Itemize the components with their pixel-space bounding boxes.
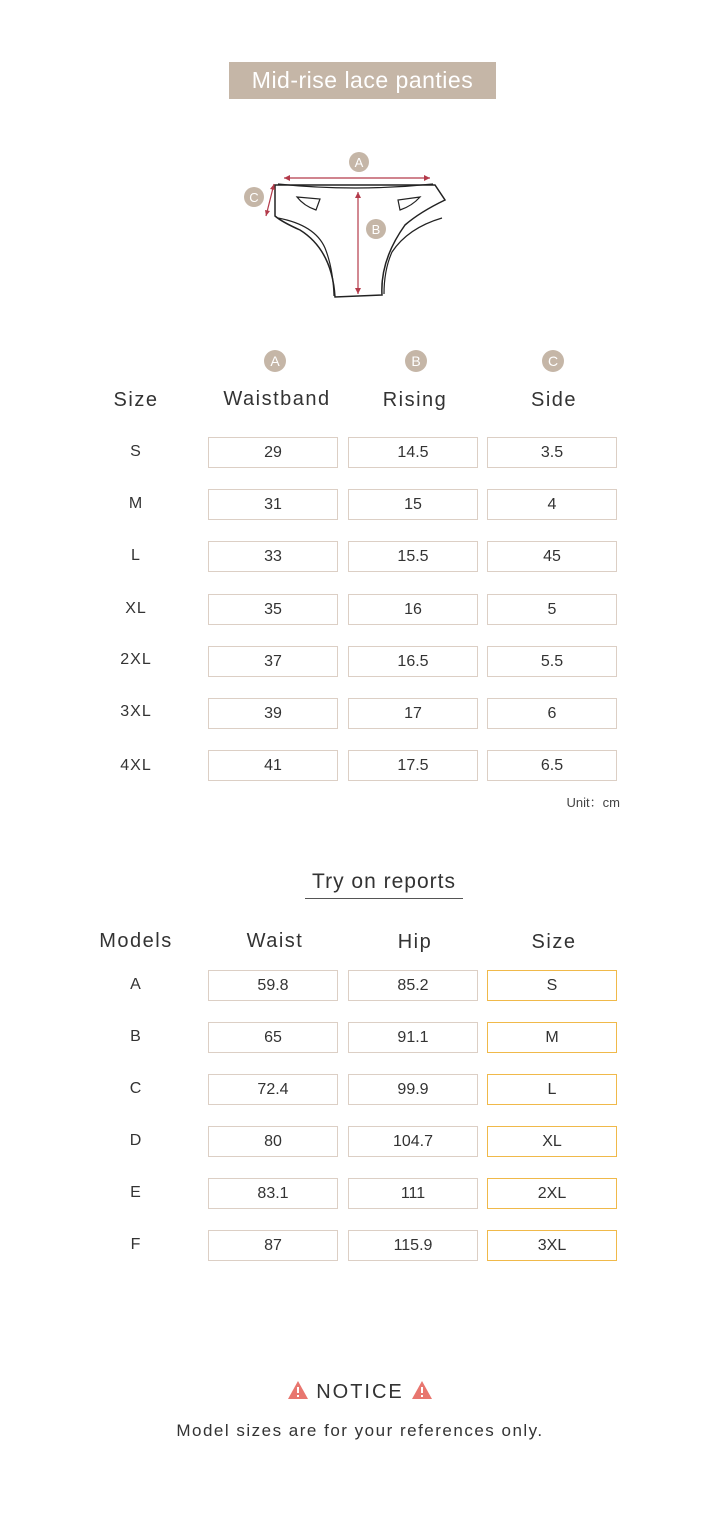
hip-cell: 104.7 <box>348 1126 478 1157</box>
col-letter-a: A <box>264 350 286 372</box>
size-cell: XL <box>487 1126 617 1157</box>
model-label: F <box>130 1236 142 1253</box>
waistband-cell: 31 <box>208 489 338 520</box>
try-on-title: Try on reports <box>305 870 463 899</box>
size-cell: L <box>487 1074 617 1105</box>
panties-diagram <box>230 140 470 310</box>
rising-cell: 16.5 <box>348 646 478 677</box>
size-label: S <box>130 443 142 460</box>
size-label: 4XL <box>120 757 152 774</box>
waist-cell: 80 <box>208 1126 338 1157</box>
header-models: Models <box>99 930 173 952</box>
col-letter-b: B <box>405 350 427 372</box>
label-c-badge <box>244 187 264 207</box>
header-hip: Hip <box>397 931 433 953</box>
header-rising: Rising <box>382 389 448 411</box>
header-waist: Waist <box>246 930 304 952</box>
rising-cell: 14.5 <box>348 437 478 468</box>
size-cell: M <box>487 1022 617 1053</box>
notice-heading <box>0 1380 720 1406</box>
page-title: Mid-rise lace panties <box>229 62 496 99</box>
size-label: M <box>128 495 144 512</box>
warning-triangle-icon <box>411 1380 433 1406</box>
label-a-badge <box>349 152 369 172</box>
rising-cell: 16 <box>348 594 478 625</box>
notice-title: NOTICE <box>316 1381 404 1403</box>
warning-triangle-icon <box>287 1380 309 1406</box>
notice-text: Model sizes are for your references only. <box>176 1421 544 1440</box>
model-label: C <box>129 1080 143 1097</box>
hip-cell: 85.2 <box>348 970 478 1001</box>
side-cell: 5.5 <box>487 646 617 677</box>
waistband-cell: 33 <box>208 541 338 572</box>
size-label: 3XL <box>120 703 152 720</box>
side-cell: 3.5 <box>487 437 617 468</box>
header-size: Size <box>113 389 159 411</box>
waistband-cell: 39 <box>208 698 338 729</box>
size-cell: S <box>487 970 617 1001</box>
header-side: Side <box>530 389 578 411</box>
side-cell: 45 <box>487 541 617 572</box>
size-label: 2XL <box>120 651 152 668</box>
waist-cell: 72.4 <box>208 1074 338 1105</box>
waistband-cell: 37 <box>208 646 338 677</box>
waistband-cell: 29 <box>208 437 338 468</box>
model-label: D <box>129 1132 143 1149</box>
side-cell: 5 <box>487 594 617 625</box>
rising-cell: 17.5 <box>348 750 478 781</box>
size-label: XL <box>125 600 147 617</box>
header-waistband: Waistband <box>223 388 331 410</box>
model-label: B <box>130 1028 142 1045</box>
waist-cell: 59.8 <box>208 970 338 1001</box>
side-cell: 4 <box>487 489 617 520</box>
rising-cell: 17 <box>348 698 478 729</box>
svg-text:C: C <box>249 190 259 205</box>
model-label: A <box>130 976 142 993</box>
rising-cell: 15.5 <box>348 541 478 572</box>
svg-text:B: B <box>371 222 381 237</box>
waistband-cell: 35 <box>208 594 338 625</box>
header-size: Size <box>531 931 577 953</box>
hip-cell: 99.9 <box>348 1074 478 1105</box>
hip-cell: 111 <box>348 1178 478 1209</box>
size-label: L <box>131 547 141 564</box>
waist-cell: 83.1 <box>208 1178 338 1209</box>
waist-cell: 65 <box>208 1022 338 1053</box>
rising-cell: 15 <box>348 489 478 520</box>
svg-text:A: A <box>354 155 364 170</box>
side-cell: 6 <box>487 698 617 729</box>
unit-note: Unit：cm <box>566 795 620 810</box>
label-b-badge <box>366 219 386 239</box>
hip-cell: 115.9 <box>348 1230 478 1261</box>
col-letter-c: C <box>542 350 564 372</box>
side-cell: 6.5 <box>487 750 617 781</box>
waist-cell: 87 <box>208 1230 338 1261</box>
model-label: E <box>130 1184 142 1201</box>
hip-cell: 91.1 <box>348 1022 478 1053</box>
waistband-cell: 41 <box>208 750 338 781</box>
size-cell: 3XL <box>487 1230 617 1261</box>
size-cell: 2XL <box>487 1178 617 1209</box>
